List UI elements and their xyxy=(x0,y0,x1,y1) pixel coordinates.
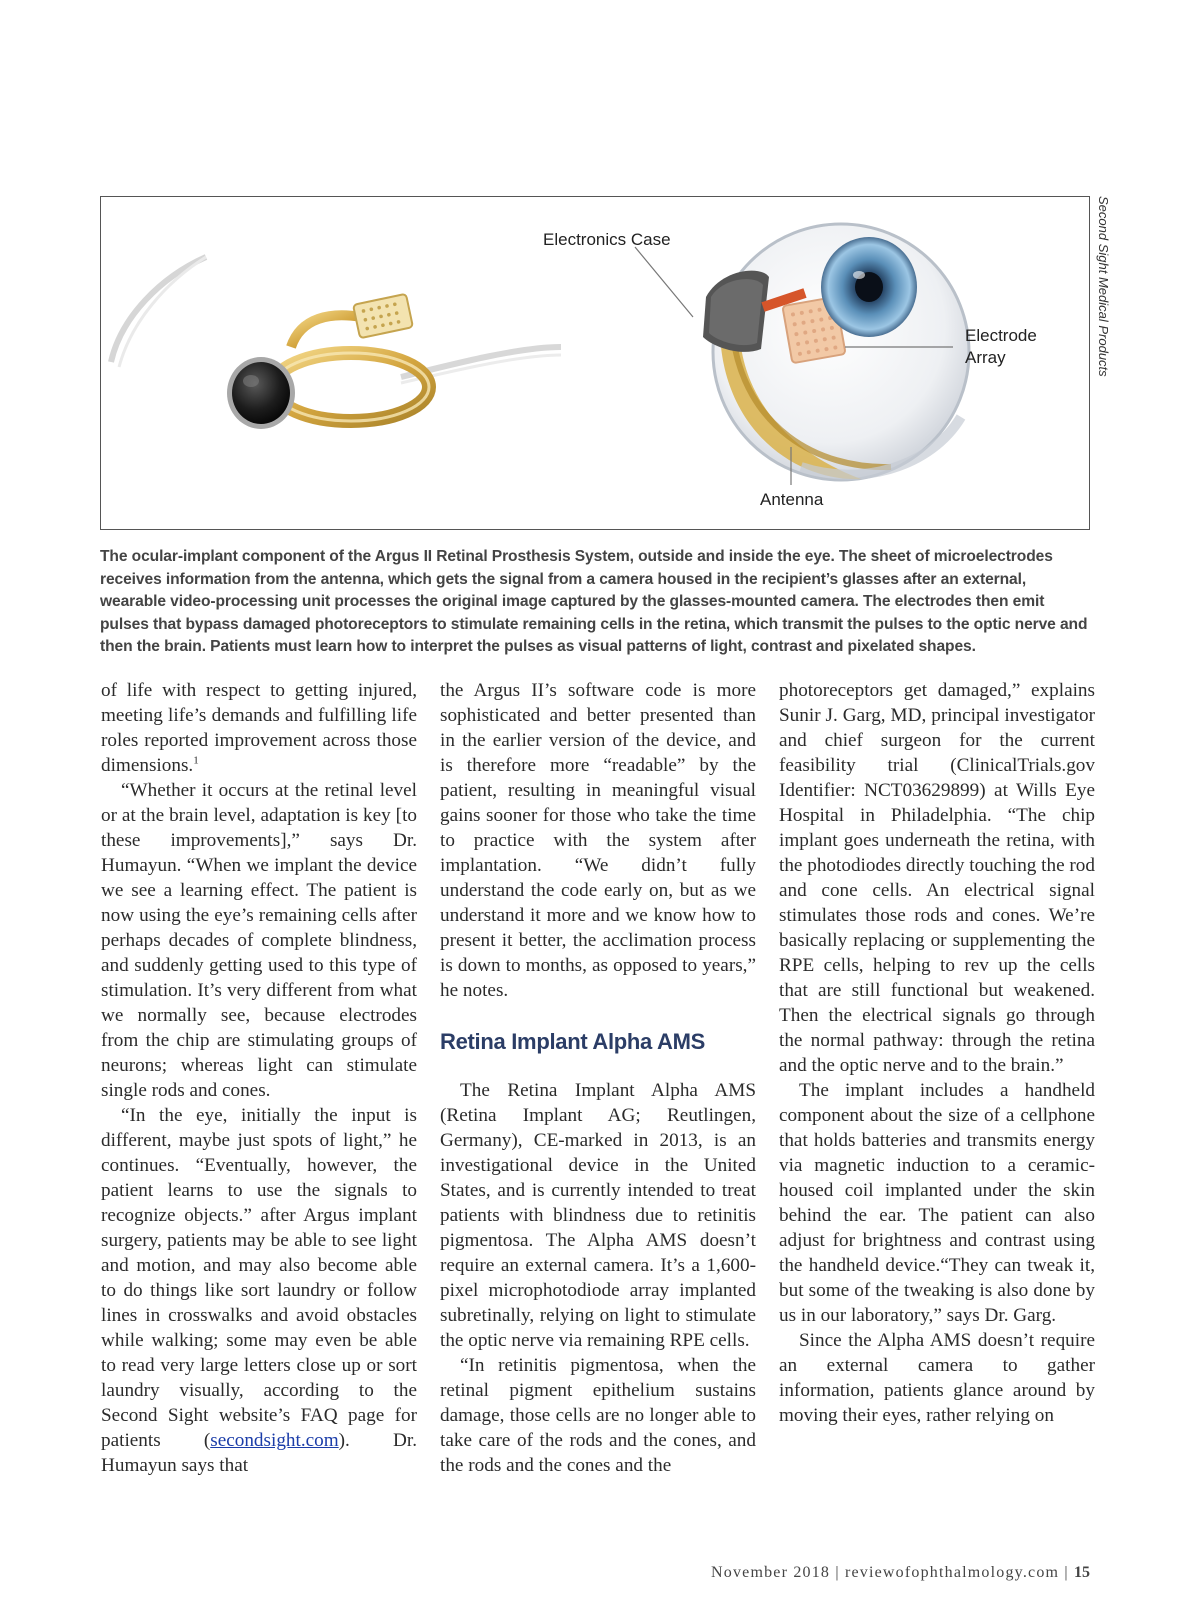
website-url: reviewofophthalmology.com xyxy=(844,1564,1060,1581)
paragraph: The Retina Implant Alpha AMS (Retina Implant AG; Reutlingen, Germany), CE-marked in 2013, is an investigational device in the United States, and is currently intended to treat patients with blindness due to retinitis pigmentosa. The Alpha AMS doesn’t require an external camera. It’s a 1,600-pixel microphotodiode array implanted subretinally, relying on light to stimulate the optic nerve via remaining RPE cells. xyxy=(440,1080,756,1351)
paragraph: “Whether it occurs at the retinal level or at the brain level, adaptation is key [to these improvements],” says Dr. Humayun. “When we implant the device we see a learning effect. The patient is now using the eye’s remaining cells after perhaps decades of complete blindness, and suddenly getting used to this type of stimulation. It’s very different from what we normally see, because electrodes from the chip are stimulating groups of neurons; whereas light can stimulate single rods and cones. xyxy=(101,780,417,1101)
page-number: 15 xyxy=(1074,1564,1090,1581)
paragraph: “In retinitis pigmentosa, when the retinal pigment epithelium sustains damage, those cells are no longer able to take care of the rods and the cones, and the rods and the cones and the xyxy=(440,1355,756,1476)
article-column-2 xyxy=(440,678,756,1478)
figure-box xyxy=(100,196,1090,530)
footnote-ref: 1 xyxy=(193,754,199,767)
article-column-1 xyxy=(101,678,417,1478)
footer-separator: | xyxy=(1064,1564,1069,1581)
implant-device-exterior xyxy=(111,257,561,429)
electronics-case-leader-line xyxy=(635,247,693,317)
paragraph: Since the Alpha AMS doesn’t require an external camera to gather information, patients glance around by moving their eyes, rather relying on xyxy=(779,1330,1095,1426)
article-column-3 xyxy=(779,678,1095,1428)
section-heading: Retina Implant Alpha AMS xyxy=(440,1029,705,1054)
paragraph: the Argus II’s software code is more sophisticated and better presented than in the earlier version of the device, and is therefore more “readable” by the patient, resulting in meaningful visual gains sooner for those who take the time to practice with the system after implantation. “We didn’t fully understand the code early on, but as we understand it more and we know how to present it better, the acclimation process is down to months, as opposed to years,” he notes. xyxy=(440,680,756,1001)
paragraph: The implant includes a handheld component about the size of a cellphone that holds batteries and transmits energy via magnetic induction to a ceramic-housed coil implanted under the skin behind the ear. The patient can also adjust for brightness and contrast using the handheld device.“They can tweak it, but some of the tweaking is also done by us in our laboratory,” says Dr. Garg. xyxy=(779,1080,1095,1326)
eye-cutaway-illustration xyxy=(703,224,969,480)
electronics-case-label: Electronics Case xyxy=(543,230,671,249)
secondsight-link[interactable]: secondsight.com xyxy=(210,1430,339,1451)
paragraph: of life with respect to getting injured, meeting life’s demands and fulfilling life roles reported improvement across those dimensions.$^1$ xyxy=(101,680,417,776)
figure-caption: The ocular-implant component of the Argus II Retinal Prosthesis System, outside and inside the eye. The sheet of microelectrodes receives information from the antenna, which gets the signal from a camera housed in the recipient’s glasses after an external, wearable video-processing unit processes the original image captured by the glasses-mounted camera. The electrodes then emit pulses that bypass damaged photoreceptors to stimulate remaining cells in the retina, which transmit the pulses to the optic nerve and then the brain. Patients must learn how to interpret the pulses as visual patterns of light, contrast and pixelated shapes. xyxy=(100,548,1088,656)
photo-credit: Second Sight Medical Products xyxy=(1096,196,1111,377)
paragraph: photoreceptors get damaged,” explains Sunir J. Garg, MD, principal investigator and chief surgeon for the current feasibility trial (ClinicalTrials.gov Identifier: NCT03629899) at Wills Eye Hospital in Philadelphia. “The chip implant goes underneath the retina, with the photodiodes directly touching the rod and cone cells. An electrical signal stimulates those rods and cones. We’re basically replacing or supplementing the RPE cells, helping to rev up the cells that are still functional but weakened. Then the electrical signals go through the normal pathway: through the retina and the optic nerve and to the brain.” xyxy=(779,680,1095,1076)
electrode-array-label: Electrode Array xyxy=(965,326,1037,368)
paragraph: “In the eye, initially the input is different, maybe just spots of light,” he continues. “Eventually, however, the patient learns to use the signals to recognize objects.” after Argus implant surgery, patients may be able to see light and motion, and may also become able to do things like sort laundry or follow lines in crosswalks and avoid obstacles while walking; some may even be able to read very large letters close up or sort laundry visually, according to the Second Sight website’s FAQ page for patients (secondsight.com). Dr. Humayun says that xyxy=(101,1105,417,1476)
footer-separator: | xyxy=(835,1564,840,1581)
antenna-label: Antenna xyxy=(760,490,824,509)
page-footer xyxy=(690,1564,1090,1582)
issue-date: November 2018 xyxy=(710,1564,831,1581)
